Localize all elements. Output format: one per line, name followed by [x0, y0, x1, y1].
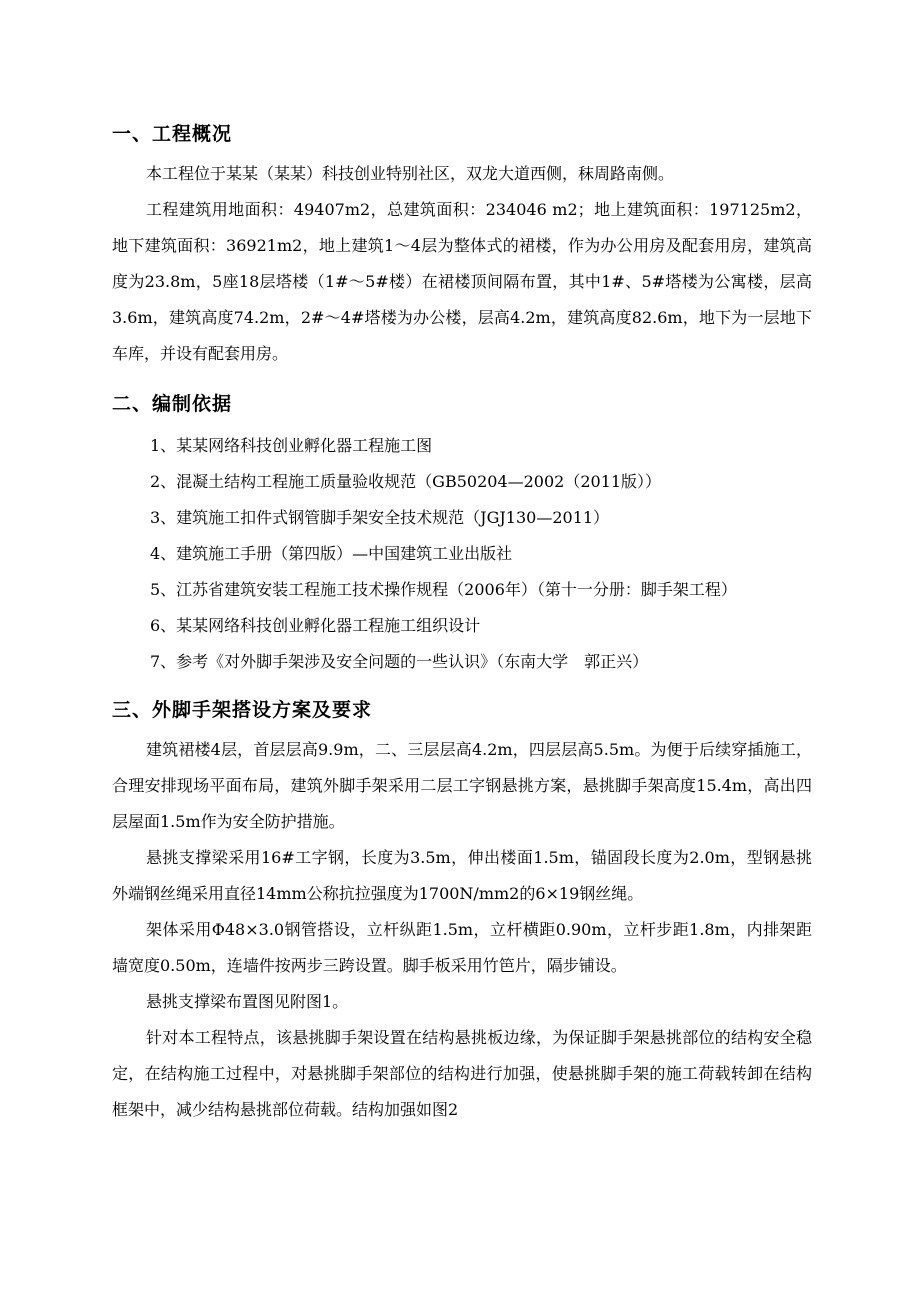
section-body-project-overview [112, 156, 812, 372]
section-heading-project-overview: 一、工程概况 [112, 123, 233, 145]
section-heading-scaffold-plan: 三、外脚手架搭设方案及要求 [112, 699, 373, 721]
section-heading-basis: 二、编制依据 [112, 393, 233, 415]
list-item: 3、建筑施工扣件式钢管脚手架安全技术规范（JGJ130—2011） [150, 508, 610, 527]
section-body-scaffold-plan [112, 732, 812, 1128]
list-item: 1、某某网络科技创业孵化器工程施工图 [150, 436, 433, 455]
paragraph: 架体采用Φ48×3.0钢管搭设，立杆纵距1.5m，立杆横距0.90m，立杆步距1.8m，内排架距墙宽度0.50m，连墙件按两步三跨设置。脚手板采用竹笆片，隔步铺设。 [112, 920, 812, 975]
paragraph: 悬挑支撑梁布置图见附图1。 [146, 992, 349, 1011]
paragraph: 针对本工程特点，该悬挑脚手架设置在结构悬挑板边缘，为保证脚手架悬挑部位的结构安全稳定，在结构施工过程中，对悬挑脚手架部位的结构进行加强，使悬挑脚手架的施工荷载转卸在结构框架中，减少结构悬挑部位荷载。结构加强如图2 [112, 1028, 812, 1119]
paragraph: 悬挑支撑梁采用16#工字钢，长度为3.5m，伸出楼面1.5m，锚固段长度为2.0m，型钢悬挑外端钢丝绳采用直径14mm公称抗拉强度为1700N/mm2的6×19钢丝绳。 [112, 848, 812, 903]
document-body [112, 118, 812, 1128]
list-item: 5、江苏省建筑安装工程施工技术操作规程（2006年）（第十一分册：脚手架工程） [150, 580, 737, 599]
list-item: 2、混凝土结构工程施工质量验收规范（GB50204—2002（2011版）） [150, 472, 662, 491]
list-item: 6、某某网络科技创业孵化器工程施工组织设计 [150, 616, 481, 635]
list-item: 7、参考《对外脚手架涉及安全问题的一些认识》（东南大学 郭正兴） [150, 652, 649, 671]
basis-list [112, 428, 812, 680]
paragraph: 本工程位于某某（某某）科技创业特别社区，双龙大道西侧，秣周路南侧。 [146, 164, 675, 183]
list-item: 4、建筑施工手册（第四版）—中国建筑工业出版社 [150, 544, 513, 563]
paragraph: 工程建筑用地面积：49407m2，总建筑面积：234046 m2；地上建筑面积：197125m2，地下建筑面积：36921m2，地上建筑1～4层为整体式的裙楼，作为办公用房及配套用房，建筑高度为23.8m，5座18层塔楼（1#～5#楼）在裙楼顶间隔布置，其中1#、5#塔楼为公寓楼，层高3.6m，建筑高度74.2m，2#～4#塔楼为办公楼，层高4.2m，建筑高度82.6m，地下为一层地下车库，并设有配套用房。 [112, 200, 812, 363]
paragraph: 建筑裙楼4层，首层层高9.9m，二、三层层高4.2m，四层层高5.5m。为便于后续穿插施工，合理安排现场平面布局，建筑外脚手架采用二层工字钢悬挑方案，悬挑脚手架高度15.4m，高出四层屋面1.5m作为安全防护措施。 [112, 740, 812, 831]
